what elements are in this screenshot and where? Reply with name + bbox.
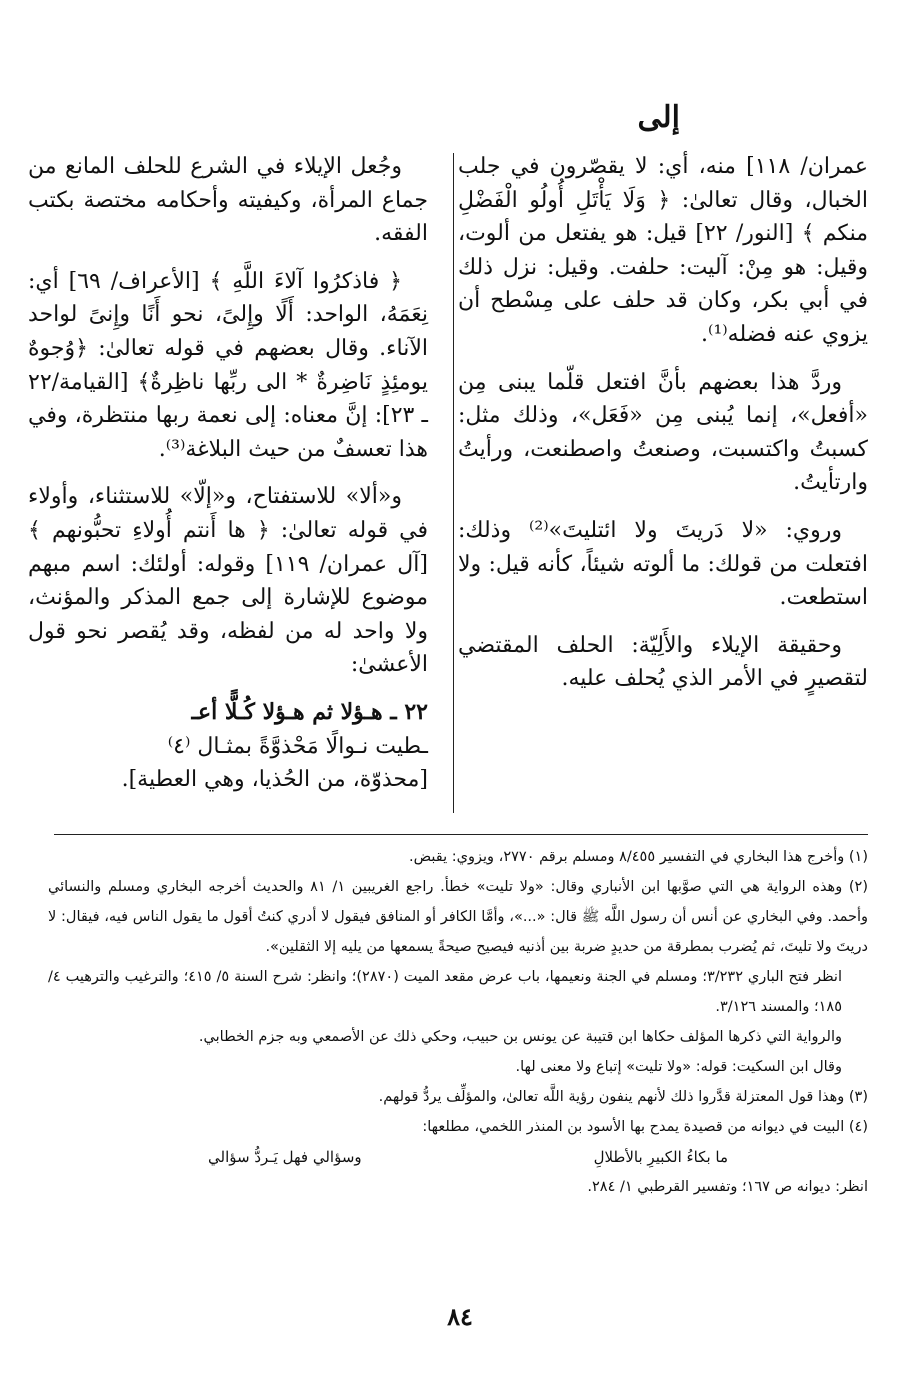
- footnote-separator: [54, 834, 868, 835]
- footnote-4: (٤) البيت في ديوانه من قصيدة يمدح بها الأسود بن المنذر اللخمي، مطلعها:: [422, 1119, 868, 1135]
- right-text-column: [458, 150, 868, 710]
- footnote-4-verse: [208, 1142, 728, 1172]
- footnote-2-ibn-sikkit: وقال ابن السكيت: قوله: «ولا تليت» إتباع ولا معنى لها.: [515, 1059, 842, 1075]
- page-header-entry-word: إلى: [637, 100, 680, 135]
- left-paragraph-1: وجُعل الإيلاء في الشرع للحلف المانع من جماع المرأة، وكيفيته وأحكامه مختصة بكتب الفقه.: [28, 154, 428, 247]
- right-paragraph-1: عمران/ ١١٨] منه، أي: لا يقصّرون في جلب الخبال، وقال تعالىٰ: ﴿ وَلَا يَأْتَلِ أُولُو الْفَضْلِ منكم ﴾ [النور/ ٢٢] قيل: هو يفتعل من ألوت، وقيل: هو مِنْ: آليت: حلفت. وقيل: نزل ذلك في أبي بكر، وكان قد حلف على مِسْطح أن يزوي عنه فضله⁽¹⁾.: [458, 154, 868, 347]
- footnote-4-reference: انظر: ديوانه ص ١٦٧؛ وتفسير القرطبي ١/ ٢٨٤.: [587, 1179, 868, 1195]
- verse-second-line: ـطيت نـوالًا مَحْذوَّةً بمثـال ⁽٤⁾: [167, 733, 428, 759]
- left-paragraph-3: و«ألا» للاستفتاح، و«إلّا» للاستثناء، وأولاء في قوله تعالىٰ: ﴿ ها أَنتم أُولاءِ تحبُّونهم ﴾ [آل عمران/ ١١٩] وقوله: أولئك: اسم مبهم موضوع للإشارة إلى جمع المذكر والمؤنث، ولا واحد له من لفظه، وقد يُقصر نحو قول الأعشىٰ:: [28, 484, 428, 678]
- right-paragraph-2: وردَّ هذا بعضهم بأنَّ افتعل قلّما يبنى مِن «أفعل»، إنما يُبنى مِن «فَعَل»، وذلك مثل: كسبتُ واكتسبت، وصنعتُ واصطنعت، ورأيتُ وارتأيتُ.: [458, 369, 868, 496]
- footnotes-section: [48, 842, 868, 1202]
- footnote-2-references: انظر فتح الباري ٣/٢٣٢؛ ومسلم في الجنة ونعيمها، باب عرض مقعد الميت (٢٨٧٠)؛ وانظر: شرح السنة ٥/ ٤١٥؛ والترغيب والترهيب ٤/ ١٨٥؛ والمسند ٣/١٢٦.: [48, 969, 842, 1015]
- footnote-3: (٣) وهذا قول المعتزلة قدَّروا ذلك لأنهم ينفون رؤية اللَّه تعالىٰ، والمؤلِّف يردُّ قولهم.: [378, 1089, 868, 1105]
- right-paragraph-4: وحقيقة الإيلاء والأَلِيّة: الحلف المقتضي لتقصيرٍ في الأمر الذي يُحلف عليه.: [458, 632, 868, 692]
- column-divider: [453, 153, 454, 813]
- left-text-column: [28, 150, 428, 797]
- verse-gloss: [محذوّة، من الحُذيا، وهي العطية].: [121, 767, 428, 793]
- footnote-4-verse-first-hemistich: ما بكاءُ الكبيرِ بالأطلالِ: [593, 1148, 728, 1166]
- footnote-4-verse-second-hemistich: وسؤالي فهل يَـردُّ سؤالي: [208, 1148, 362, 1166]
- footnote-1: (١) وأخرج هذا البخاري في التفسير ٨/٤٥٥ ومسلم برقم ٢٧٧٠، ويزوي: يقبض.: [409, 849, 868, 865]
- right-paragraph-3: وروي: «لا دَريتَ ولا ائتليتَ»⁽²⁾ وذلك: افتعلت من قولك: ما ألوته شيئاً، كأنه قيل: ولا استطعت.: [458, 517, 868, 611]
- page-number: ٨٤: [447, 1302, 473, 1331]
- footnote-2-narration: والرواية التي ذكرها المؤلف حكاها ابن قتيبة عن يونس بن حبيب، وحكي ذلك عن الأصمعي وبه جزم الخطابي.: [198, 1029, 842, 1045]
- verse-first-line: ٢٢ ـ هـؤلا ثم هـؤلا كُـلًّا أعـ: [191, 698, 428, 725]
- footnote-2: (٢) وهذه الرواية هي التي صوَّبها ابن الأنباري وقال: «ولا تليت» خطأ. راجع الغريبين ١/ ٨١ والحديث أخرجه البخاري ومسلم والنسائي وأحمد. وفي البخاري عن أنس أن رسول اللَّه ﷺ قال: «...»، وأمَّا الكافر أو المنافق فيقول لا أدري كنتُ أقول ما يقول الناس فيه، فيقال: لا دريتَ ولا تليتَ، ثم يُضرب بمطرقة من حديدٍ ضربة بين أذنيه فيصيح صيحةً يسمعها من يليه إلا الثقلين».: [48, 879, 868, 955]
- left-paragraph-2: ﴿ فاذكرُوا آلاءَ اللَّهِ ﴾ [الأعراف/ ٦٩] أي: نِعَمَهُ، الواحد: أَلًا وإِلىً، نحو أَنًا وإِنىً لواحد الآناء. وقال بعضهم في قوله تعالىٰ: ﴿وُجوهٌ يومئِذٍ نَاضِرةٌ * الى ربِّها ناظِرةٌ﴾ [القيامة/٢٢ ـ ٢٣]: إنَّ معناه: إلى نعمة ربها منتظرة، وفي هذا تعسفٌ من حيث البلاغة⁽³⁾.: [28, 268, 428, 462]
